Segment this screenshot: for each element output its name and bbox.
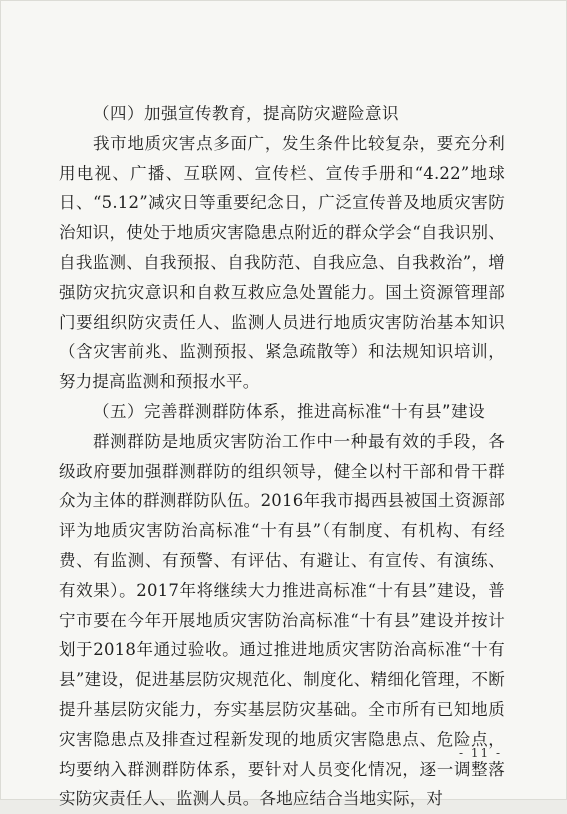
- page-content: [59, 99, 505, 814]
- section-heading-5: （五）完善群测群防体系，推进高标准“十有县”建设: [93, 401, 486, 421]
- section-heading-4: （四）加强宣传教育，提高防灾避险意识: [93, 104, 399, 123]
- section-paragraph-4: 我市地质灾害点多面广，发生条件比较复杂，要充分利用电视、广播、互联网、宣传栏、宣传手册和“4.22”地球日、“5.12”减灾日等重要纪念日，广泛宣传普及地质灾害防治知识，使处于地质灾害隐患点附近的群众学会“自我识别、自我监测、自我预报、自我防范、自我应急、自我救治”，增强防灾抗灾意识和自救互救应急处置能力。国土资源管理部门要组织防灾责任人、监测人员进行地质灾害防治基本知识（含灾害前兆、监测预报、紧急疏散等）和法规知识培训，努力提高监测和预报水平。: [59, 133, 505, 392]
- page-number: - 11 -: [458, 746, 502, 760]
- section-paragraph-5: 群测群防是地质灾害防治工作中一种最有效的手段，各级政府要加强群测群防的组织领导，健全以村干部和骨干群众为主体的群测群防队伍。2016年我市揭西县被国土资源部评为地质灾害防治高标准“十有县”（有制度、有机构、有经费、有监测、有预警、有评估、有避让、有宣传、有演练、有效果）。2017年将继续大力推进高标准“十有县”建设，普宁市要在今年开展地质灾害防治高标准“十有县”建设并按计划于2018年通过验收。通过推进地质灾害防治高标准“十有县”建设，促进基层防灾规范化、制度化、精细化管理，不断提升基层防灾能力，夯实基层防灾基础。全市所有已知地质灾害隐患点及排查过程新发现的地质灾害隐患点、危险点，均要纳入群测群防体系，要针对人员变化情况，逐一调整落实防灾责任人、监测人员。各地应结合当地实际，对: [59, 431, 505, 809]
